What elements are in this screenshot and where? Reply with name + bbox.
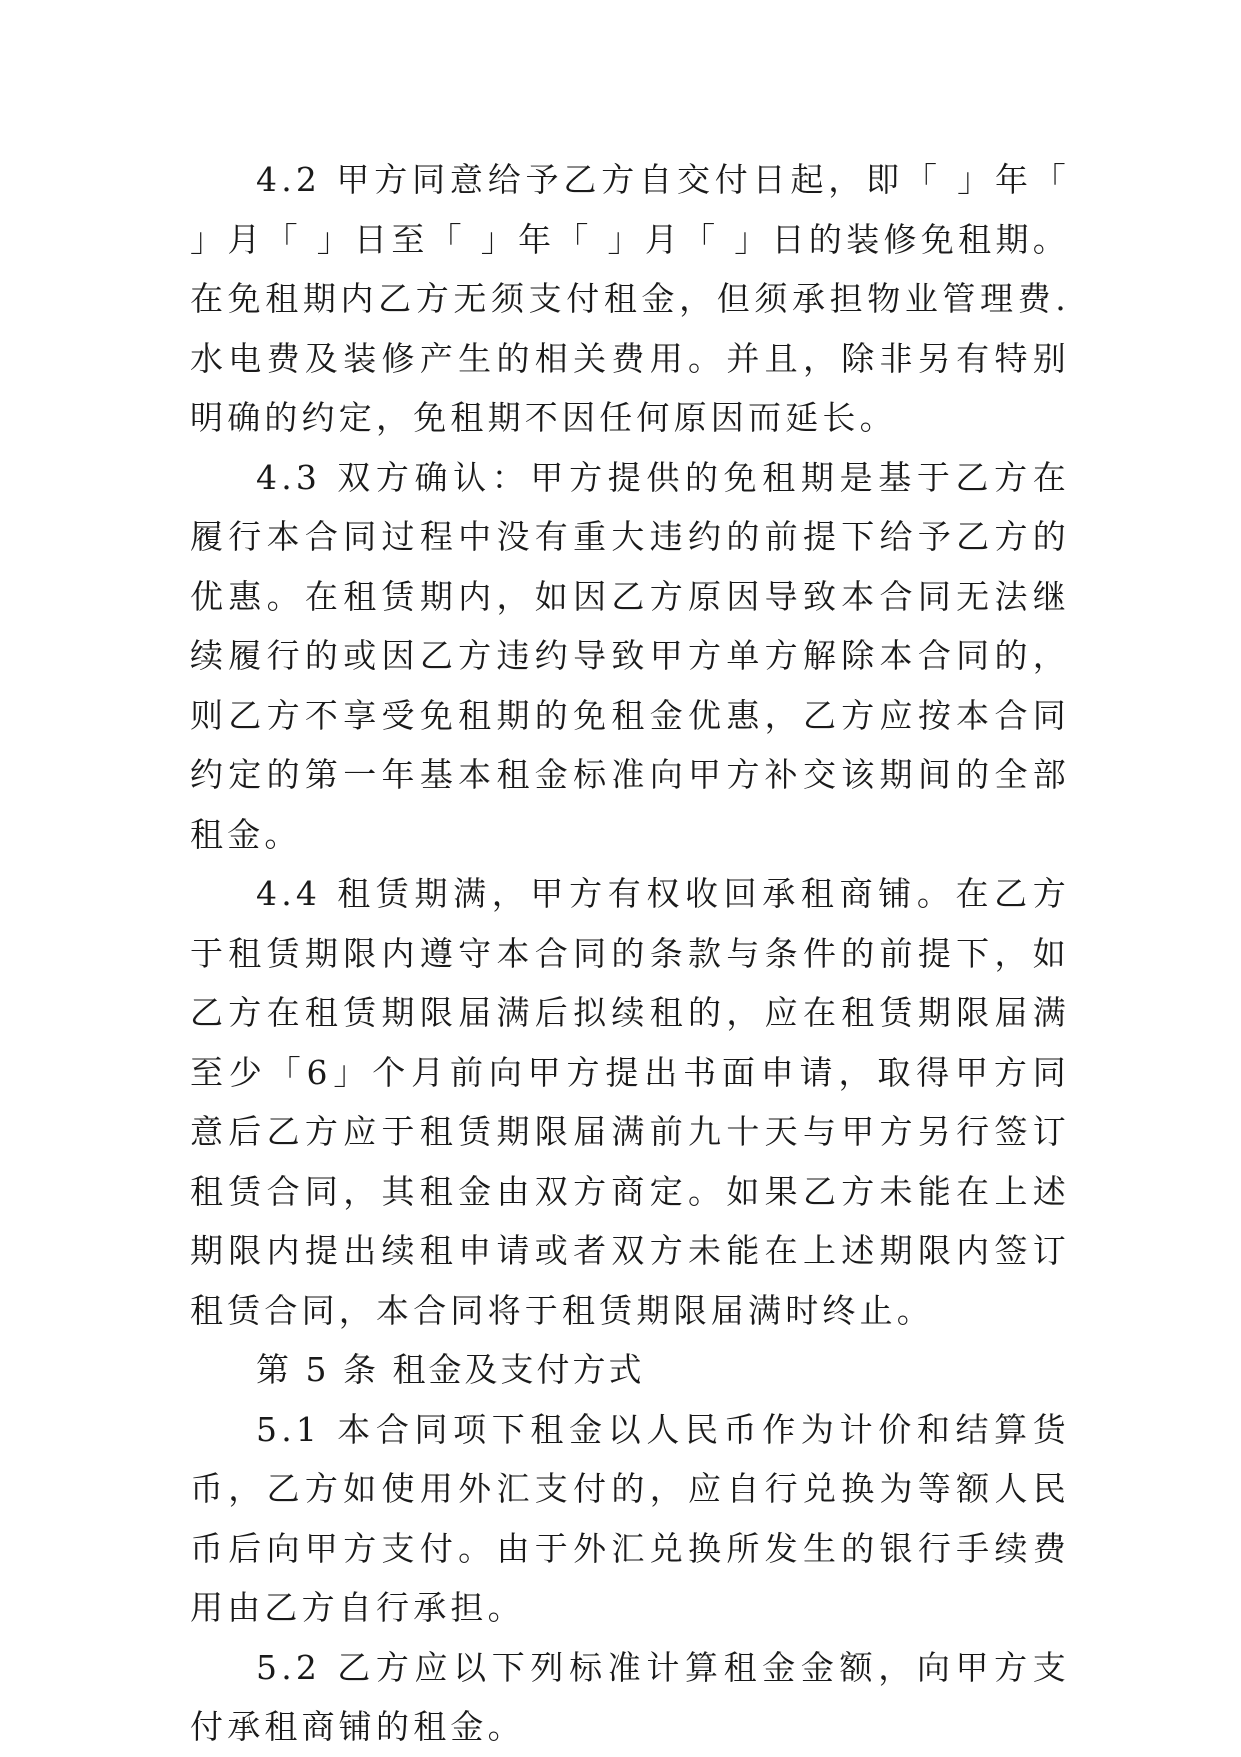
clause-4-2-paragraph: 4.2 甲方同意给予乙方自交付日起，即「 」年「 」月「 」日至「 」年「 」月「 」日的装修免租期。在免租期内乙方无须支付租金，但须承担物业管理费.水电费及装修产生的相关费用。并且，除非另有特别明确的约定，免租期不因任何原因而延长。 — [190, 160, 1070, 437]
document-page — [190, 150, 1070, 1757]
article-5-heading: 第 5 条 租金及支付方式 — [256, 1350, 645, 1389]
clause-4-4-paragraph: 4.4 租赁期满，甲方有权收回承租商铺。在乙方于租赁期限内遵守本合同的条款与条件的前提下，如乙方在租赁期限届满后拟续租的，应在租赁期限届满至少「6」个月前向甲方提出书面申请，取得甲方同意后乙方应于租赁期限届满前九十天与甲方另行签订租赁合同，其租金由双方商定。如果乙方未能在上述期限内提出续租申请或者双方未能在上述期限内签订租赁合同，本合同将于租赁期限届满时终止。 — [190, 874, 1070, 1330]
clause-5-2-paragraph: 5.2 乙方应以下列标准计算租金金额，向甲方支付承租商铺的租金。 — [190, 1647, 1070, 1746]
clause-4-3-paragraph: 4.3 双方确认：甲方提供的免租期是基于乙方在履行本合同过程中没有重大违约的前提下给予乙方的优惠。在租赁期内，如因乙方原因导致本合同无法继续履行的或因乙方违约导致甲方单方解除本合同的，则乙方不享受免租期的免租金优惠，乙方应按本合同约定的第一年基本租金标准向甲方补交该期间的全部租金。 — [190, 457, 1070, 854]
clause-5-1-paragraph: 5.1 本合同项下租金以人民币作为计价和结算货币，乙方如使用外汇支付的，应自行兑换为等额人民币后向甲方支付。由于外汇兑换所发生的银行手续费用由乙方自行承担。 — [190, 1409, 1070, 1627]
